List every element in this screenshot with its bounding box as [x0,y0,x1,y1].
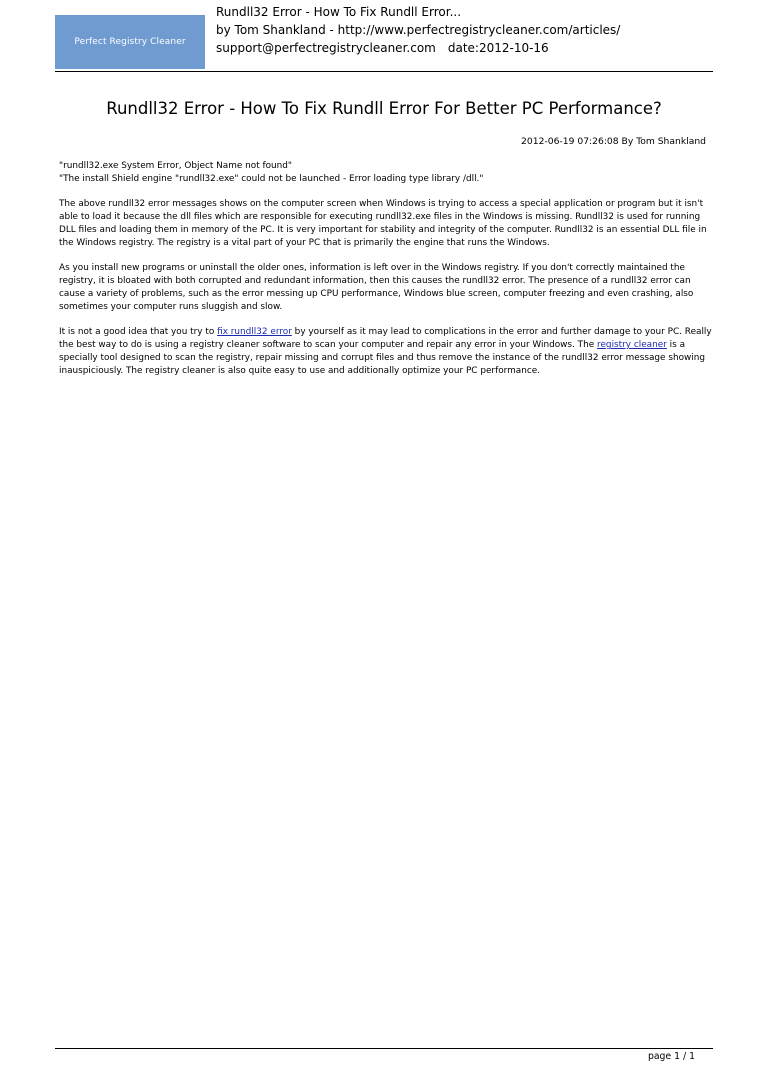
header-divider [55,71,713,72]
header-info [216,3,620,57]
logo [55,15,205,69]
header-date: date:2012-10-16 [447,41,549,55]
paragraph-3: As you install new programs or uninstall the older ones, information is left over in the Windows registry. If you don't correctly maintained the registry, it is bloated with both corrupted and redundant information, then this causes the rundll32 error. The presence of a rundll32 error can cause a variety of problems, such as the error messing up CPU performance, Windows blue screen, computer freezing and even crashing, also sometimes your computer runs sluggish and slow. [59,263,694,312]
error-message-line-2: "The install Shield engine "rundll32.exe" could not be launched - Error loading type library /dll." [59,173,484,184]
article-title: Rundll32 Error - How To Fix Rundll Error For Better PC Performance? [106,99,662,118]
paragraph-4-text-a: It is not a good idea that you try to [59,327,218,338]
header-author-line: by Tom Shankland - http://www.perfectregistrycleaner.com/articles/ [216,23,621,37]
article-dateline: 2012-06-19 07:26:08 By Tom Shankland [521,136,706,147]
header-email: support@perfectregistrycleaner.com [216,41,436,55]
article-body [59,160,714,390]
page-number: page 1 / 1 [647,1051,695,1062]
registry-cleaner-link[interactable]: registry cleaner [597,340,667,351]
paragraph-4-text-b: by yourself as it may lead to complications in the error and further damage to your PC. Really the best way to do is using a registry cleaner software to scan your computer and repair any error in your Windows. The [59,327,712,351]
header-title-line: Rundll32 Error - How To Fix Rundll Error... [216,5,462,19]
paragraph-4-text-c: is a specially tool designed to scan the registry, repair missing and corrupt files and thus remove the instance of the rundll32 error message showing inauspiciously. The registry cleaner is also quite easy to use and additionally optimize your PC performance. [59,340,706,376]
fix-rundll32-error-link[interactable]: fix rundll32 error [217,327,292,338]
error-message-line-1: "rundll32.exe System Error, Object Name not found" [59,161,293,171]
paragraph-error-messages [59,160,714,186]
paragraph-4 [59,326,714,378]
footer-divider [55,1048,713,1049]
header-contact-line [216,39,620,57]
logo-text: Perfect Registry Cleaner [74,37,186,47]
paragraph-2: The above rundll32 error messages shows on the computer screen when Windows is trying to access a special application or program but it isn't able to load it because the dll files which are responsible for executing rundll32.exe files in the Windows is missing. Rundll32 is used for running DLL files and loading them in memory of the PC. It is very important for stability and integrity of the computer. Rundll32 is an essential DLL file in the Windows registry. The registry is a vital part of your PC that is primarily the engine that runs the Windows. [59,199,707,248]
